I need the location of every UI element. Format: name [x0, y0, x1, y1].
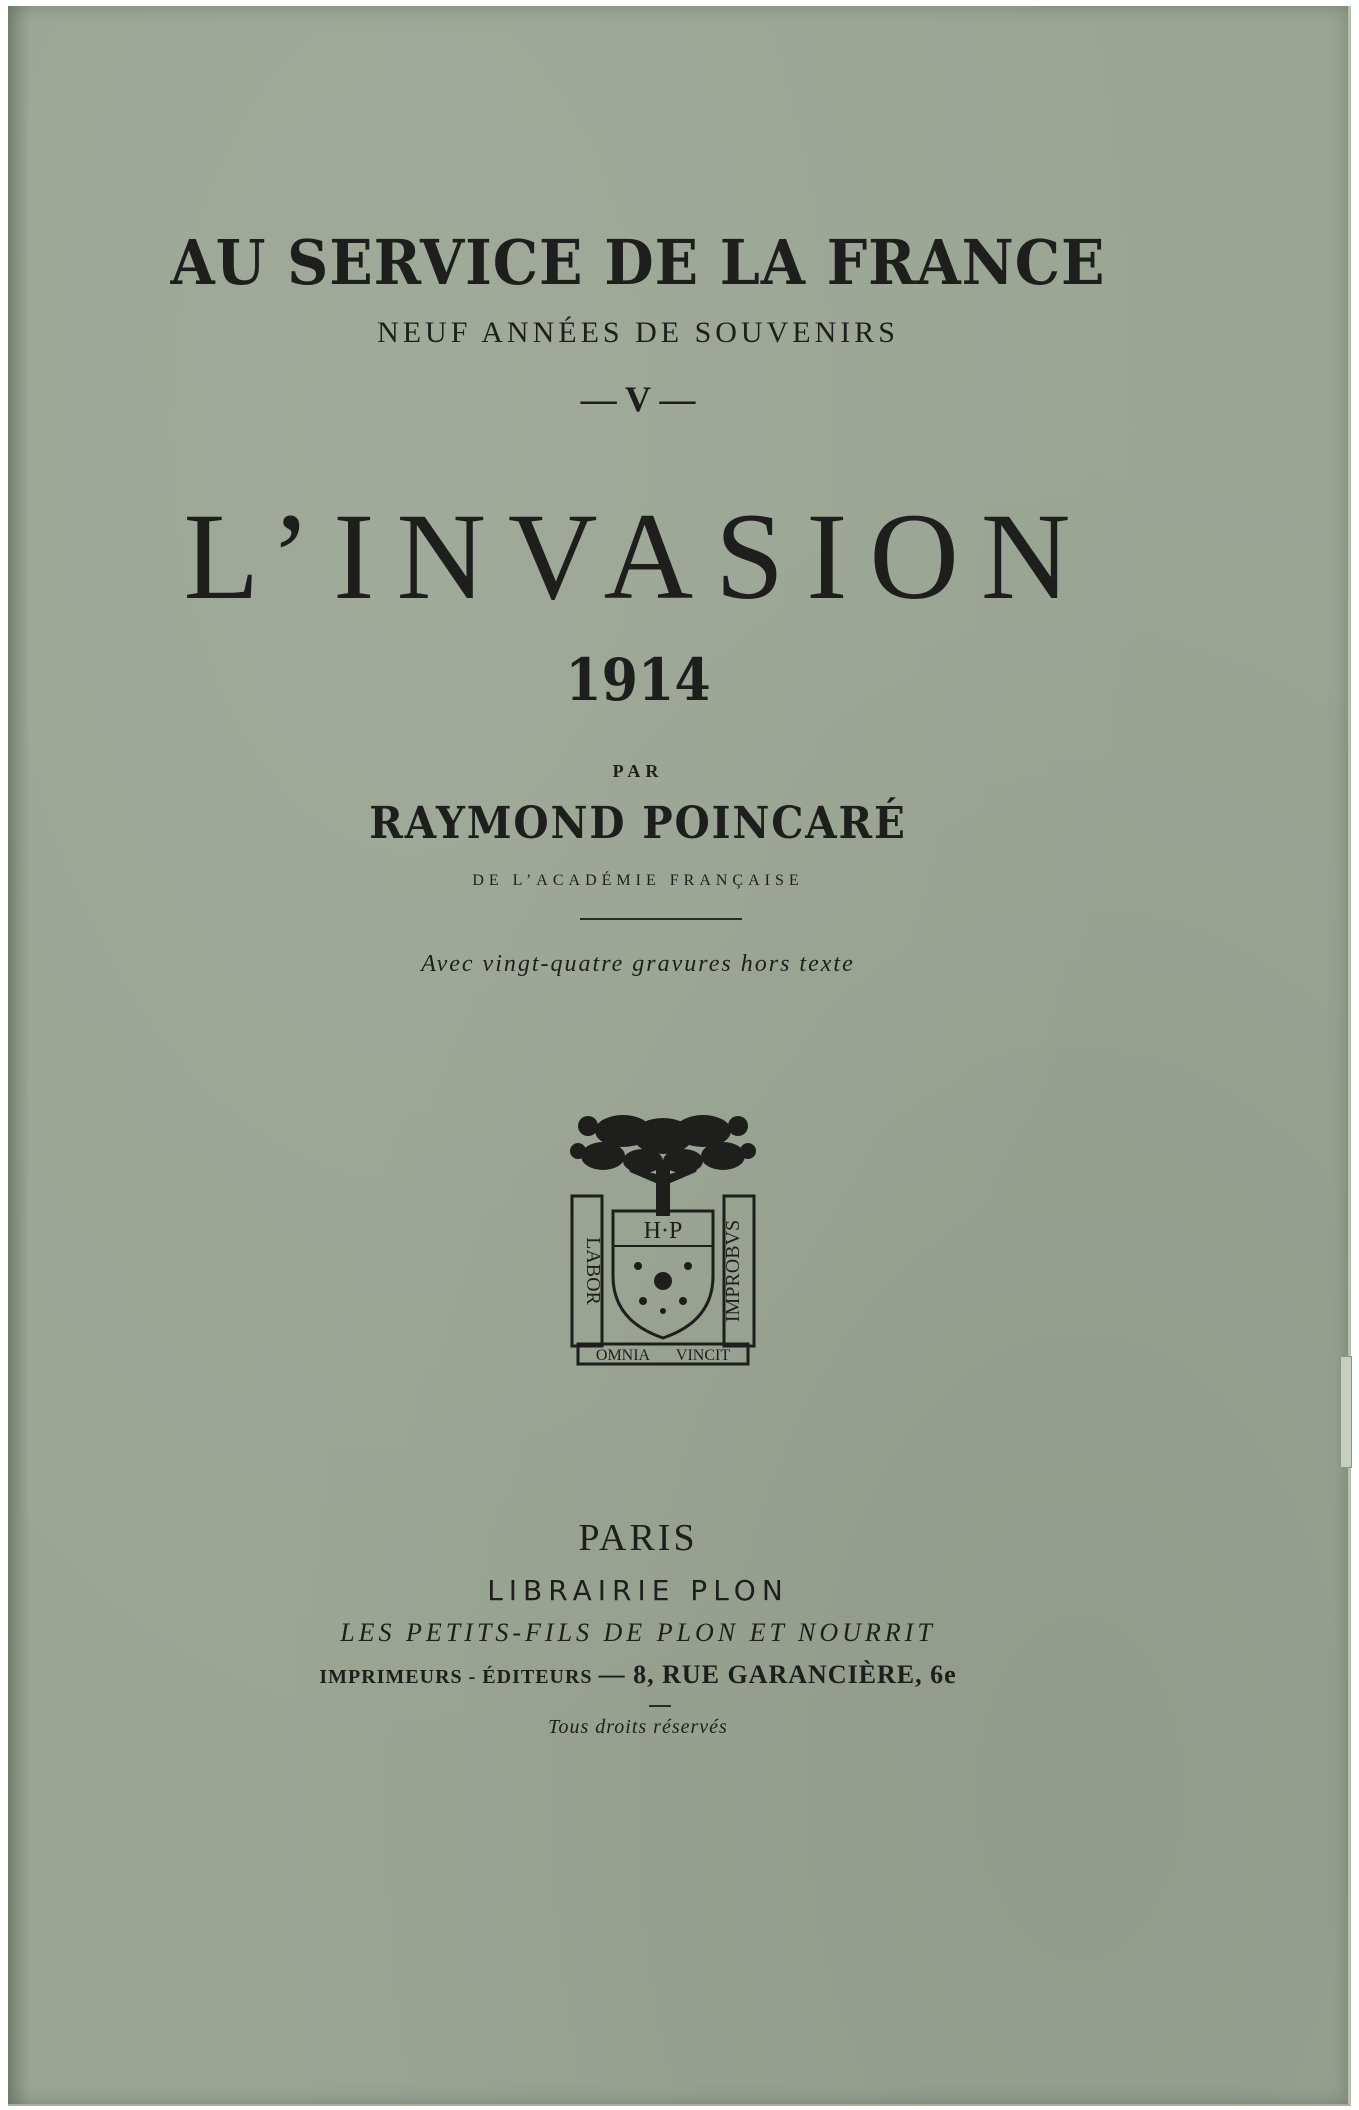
motto-right: IMPROBVS	[722, 1219, 744, 1323]
main-title: L’INVASION	[183, 488, 1093, 625]
city: PARIS	[578, 1517, 698, 1559]
page-tab	[1340, 1356, 1352, 1468]
author-name: RAYMOND POINCARÉ	[369, 798, 907, 849]
by-label: PAR	[612, 761, 664, 781]
monogram: H·P	[643, 1218, 683, 1244]
divider-rule	[580, 918, 742, 920]
printers-line	[0, 1660, 1308, 1690]
printers-prefix: IMPRIMEURS - ÉDITEURS	[319, 1666, 593, 1688]
author-affiliation: DE L’ACADÉMIE FRANÇAISE	[472, 872, 804, 889]
book-cover	[8, 6, 1351, 2106]
tree-icon	[570, 1115, 756, 1216]
motto-bottom-right: VINCIT	[675, 1347, 731, 1364]
subtitle: NEUF ANNÉES DE SOUVENIRS	[377, 316, 899, 349]
motto-left: LABOR	[582, 1237, 604, 1305]
year: 1914	[565, 646, 711, 714]
small-divider	[649, 1705, 671, 1707]
printers-address: — 8, RUE GARANCIÈRE, 6e	[598, 1660, 957, 1689]
publisher: LIBRAIRIE PLON	[487, 1574, 789, 1607]
illustrations-note: Avec vingt-quatre gravures hors texte	[421, 951, 855, 977]
publisher-emblem-icon	[568, 1106, 758, 1366]
motto-bottom-left: OMNIA	[595, 1347, 651, 1364]
publisher-line-2: LES PETITS-FILS DE PLON ET NOURRIT	[340, 1618, 936, 1647]
volume-number: — V —	[580, 379, 696, 419]
rights-notice: Tous droits réservés	[548, 1716, 728, 1738]
series-title: AU SERVICE DE LA FRANCE	[170, 226, 1106, 299]
